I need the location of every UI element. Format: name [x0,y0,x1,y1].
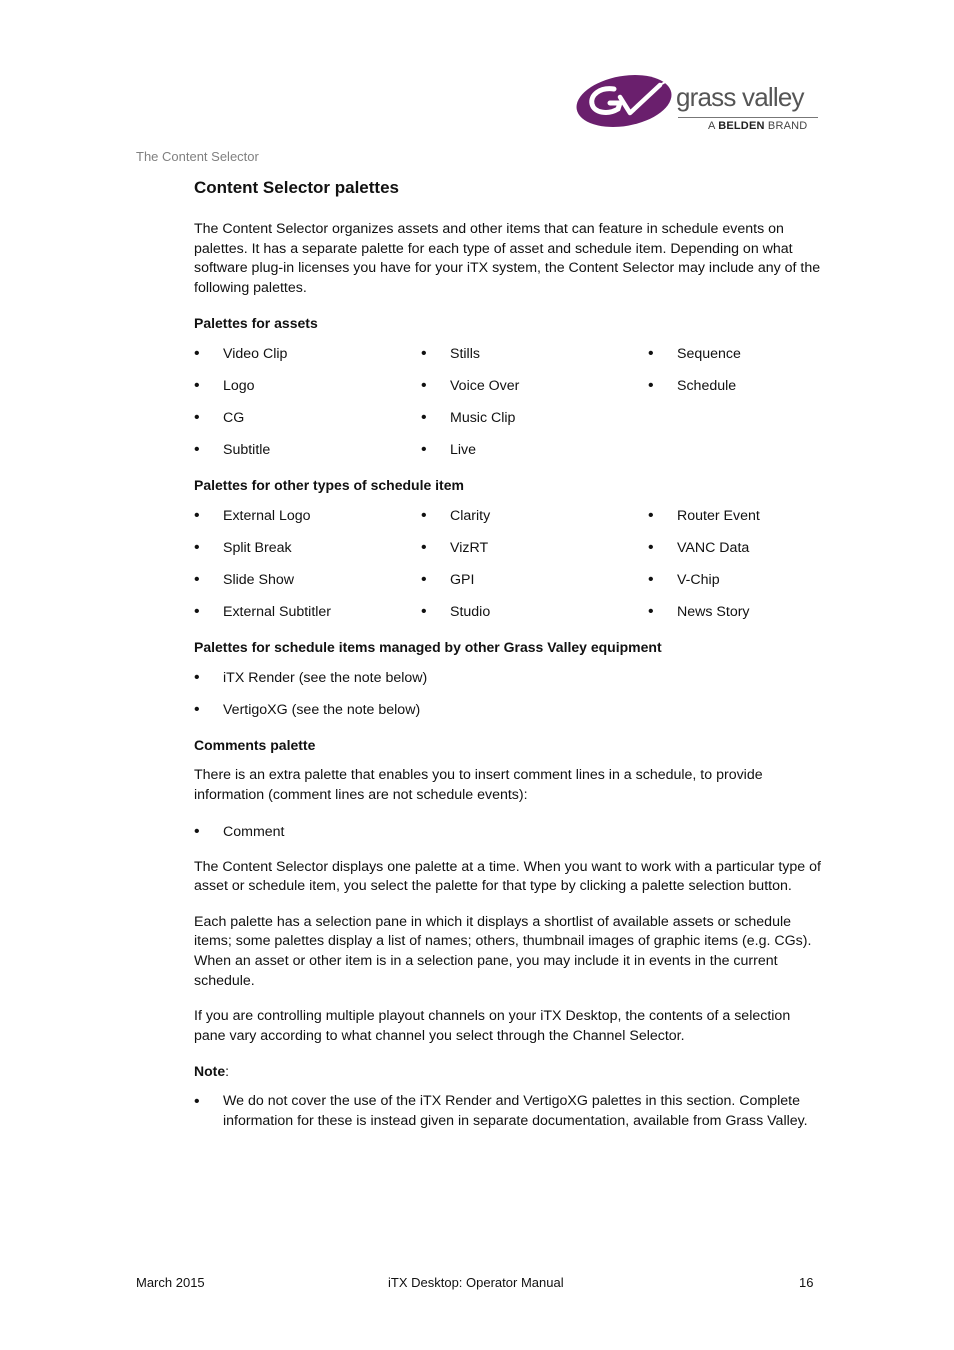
empty-cell [648,440,824,460]
gv-equipment-heading: Palettes for schedule items managed by other Grass Valley equipment [194,639,662,656]
logo-brand-line [708,119,807,133]
brand-suffix: BRAND [767,120,808,132]
brand-prefix: A [708,120,715,132]
list-item: • Clarity [421,506,648,526]
list-item: • VizRT [421,538,648,558]
note-heading [194,1062,824,1081]
main-content [194,176,824,1132]
list-item: • iTX Render (see the note below) [194,668,824,688]
list-item: • Sequence [648,344,824,364]
list-item: • VertigoXG (see the note below) [194,700,824,720]
list-item: • External Subtitler [194,602,421,622]
logo-divider [678,117,818,118]
list-item: • Live [421,440,648,460]
list-item: • Schedule [648,376,824,396]
list-item: • Music Clip [421,408,648,428]
other-types-heading: Palettes for other types of schedule item [194,477,464,494]
assets-palette-list [194,344,824,460]
footer-page-number: 16 [799,1275,814,1290]
body-paragraph: If you are controlling multiple playout channels on your iTX Desktop, the contents of a selection pane vary according to what channel you select through the Channel Selector. [194,1008,791,1044]
logo-wordmark: grass valley [676,82,804,112]
assets-heading: Palettes for assets [194,315,318,332]
intro-paragraph: The Content Selector organizes assets and other items that can feature in schedule events on palettes. It has a separate palette for each type of asset and schedule item. Depending on what software plug-in licenses you have for your iTX system, the Content Selector may include any of the following palettes. [194,221,821,296]
page-title: Content Selector palettes [194,178,399,197]
body-paragraph: Each palette has a selection pane in which it displays a shortlist of available assets or schedule items; some palettes display a list of names; others, thumbnail images of graphic items (e.g. CGs). When an asset or other item is in a selection pane, you may include it in events in the current schedule. [194,913,812,989]
list-item: • Stills [421,344,648,364]
list-item: • Logo [194,376,421,396]
running-header: The Content Selector [136,149,259,164]
list-item: • Slide Show [194,570,421,590]
list-item: • GPI [421,570,648,590]
list-item: • Comment [194,822,824,842]
note-item: • We do not cover the use of the iTX Render and VertigoXG palettes in this section. Complete information for these is instead given in separate documentation, available from Grass Valley. [194,1092,824,1131]
brand-name: BELDEN [718,120,765,132]
body-paragraph: The Content Selector displays one palette at a time. When you want to work with a particular type of asset or schedule item, you select the palette for that type by clicking a palette selection button. [194,858,821,895]
comments-heading: Comments palette [194,737,316,754]
list-item: • External Logo [194,506,421,526]
list-item: • Router Event [648,506,824,526]
list-item: • CG [194,408,421,428]
list-item: • VANC Data [648,538,824,558]
other-types-palette-list [194,506,824,622]
comments-paragraph: There is an extra palette that enables you to insert comment lines in a schedule, to provide information (comment lines are not schedule events): [194,767,763,803]
footer-date: March 2015 [136,1275,205,1290]
footer-title: iTX Desktop: Operator Manual [388,1275,564,1290]
note-colon: : [225,1063,230,1080]
list-item: • Subtitle [194,440,421,460]
list-item: • Video Clip [194,344,421,364]
list-item: • Split Break [194,538,421,558]
list-item: • News Story [648,602,824,622]
list-item: • Voice Over [421,376,648,396]
gv-equipment-palette-list [194,668,824,720]
list-item: • V-Chip [648,570,824,590]
comments-palette-list [194,822,824,842]
gv-emblem-icon [574,73,678,129]
note-label: Note [194,1063,226,1080]
empty-cell [648,408,824,428]
list-item: • Studio [421,602,648,622]
grass-valley-logo [574,71,820,133]
